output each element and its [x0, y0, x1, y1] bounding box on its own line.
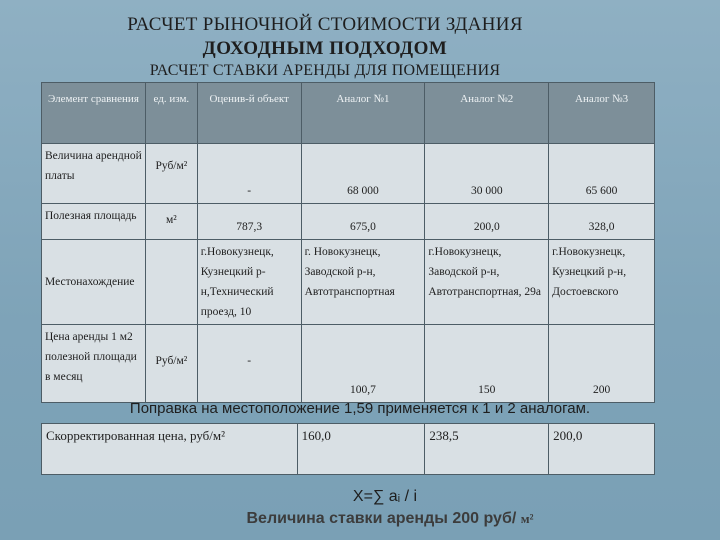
unit-cell: Руб/м²	[145, 144, 197, 204]
header-cell: Аналог №3	[549, 83, 655, 144]
value-cell: г.Новокузнецк, Заводской р-н, Автотранспортная, 29а	[425, 240, 549, 325]
corrected-price-label: Скорректированная цена, руб/м²	[42, 424, 298, 475]
title-line-2: ДОХОДНЫМ ПОДХОДОМ	[202, 38, 448, 59]
row-label: Полезная площадь	[42, 204, 146, 240]
rent-rate-unit: м²	[520, 511, 534, 526]
value-cell: 150	[425, 325, 549, 403]
unit-cell: Руб/м²	[145, 325, 197, 403]
location-adjustment-note: Поправка на местоположение 1,59 применяется к 1 и 2 аналогам.	[129, 400, 591, 417]
row-label: Величина арендной платы	[42, 144, 146, 204]
title-line-3: РАСЧЕТ СТАВКИ АРЕНДЫ ДЛЯ ПОМЕЩЕНИЯ	[149, 62, 501, 79]
table-row	[42, 325, 655, 403]
value-cell: 65 600	[549, 144, 655, 204]
value-cell: 675,0	[301, 204, 425, 240]
title-line-1: РАСЧЕТ РЫНОЧНОЙ СТОИМОСТИ ЗДАНИЯ	[127, 14, 523, 35]
corrected-price-value: 200,0	[549, 424, 655, 475]
header-cell: Аналог №1	[301, 83, 425, 144]
rent-comparison-table	[41, 82, 655, 403]
value-cell: г. Новокузнецк, Заводской р-н, Автотранспортная	[301, 240, 425, 325]
header-cell: Аналог №2	[425, 83, 549, 144]
value-cell: 100,7	[301, 325, 425, 403]
table-row	[42, 144, 655, 204]
row-label: Местонахождение	[42, 240, 146, 325]
header-cell: Элемент сравнения	[42, 83, 146, 144]
header-cell: ед. изм.	[145, 83, 197, 144]
corrected-price-value: 238,5	[425, 424, 549, 475]
value-cell: г.Новокузнецк, Кузнецкий р-н,Технический проезд, 10	[197, 240, 301, 325]
value-cell: 30 000	[425, 144, 549, 204]
header-cell: Оценив-й объект	[197, 83, 301, 144]
unit-cell	[145, 240, 197, 325]
value-cell: 200,0	[425, 204, 549, 240]
corrected-price-value: 160,0	[297, 424, 425, 475]
rent-rate-text: Величина ставки аренды 200 руб/	[246, 510, 517, 527]
value-cell: 68 000	[301, 144, 425, 204]
row-label: Цена аренды 1 м2 полезной площади в месяц	[42, 325, 146, 403]
average-formula: X=∑ aᵢ / i	[352, 488, 418, 505]
value-cell: 328,0	[549, 204, 655, 240]
table-row	[42, 424, 655, 475]
value-cell: 787,3	[197, 204, 301, 240]
unit-cell: м²	[145, 204, 197, 240]
value-cell: г.Новокузнецк, Кузнецкий р-н, Достоевского	[549, 240, 655, 325]
value-cell: 200	[549, 325, 655, 403]
value-cell: -	[197, 325, 301, 403]
table-header-row	[42, 83, 655, 144]
value-cell: -	[197, 144, 301, 204]
corrected-price-table	[41, 423, 655, 475]
table-row	[42, 240, 655, 325]
rent-rate-result	[0, 510, 720, 528]
table-row	[42, 204, 655, 240]
